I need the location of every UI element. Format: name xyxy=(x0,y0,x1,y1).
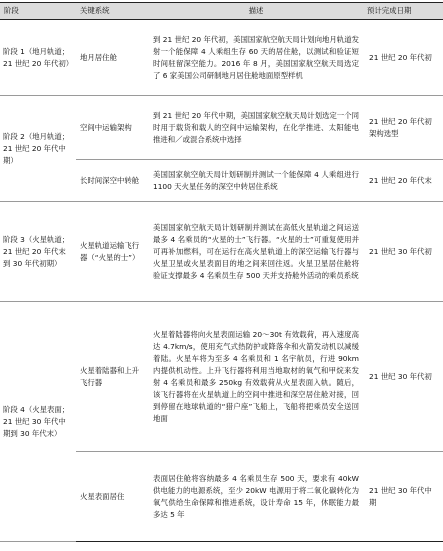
table-row xyxy=(0,202,443,302)
date-cell: 21 世纪 30 年代初 xyxy=(363,202,443,302)
table-row xyxy=(0,302,443,452)
header-system: 关键系统 xyxy=(76,3,149,20)
header-date: 预计完成日期 xyxy=(363,3,443,20)
system-cell: 地月居住舱 xyxy=(76,20,149,96)
stage-cell: 阶段 4（火星表面；21 世纪 30 年代中期到 30 年代末） xyxy=(0,302,76,542)
stage-cell: 阶段 2（地月轨道；21 世纪 20 年代中期） xyxy=(0,96,76,202)
stage-cell: 阶段 3（火星轨道；21 世纪 20 年代末到 30 年代初期） xyxy=(0,202,76,302)
date-cell: 21 世纪 20 年代初架构选型 xyxy=(363,96,443,160)
date-cell: 21 世纪 20 年代末 xyxy=(363,160,443,202)
stage-cell: 阶段 1（地月轨道；21 世纪 20 年代初） xyxy=(0,20,76,96)
description-cell: 到 21 世纪 20 年代中期，美国国家航空航天局计划选定一个同时用于载货和载人的空间中运输架构，在化学推进、太阳能电推进和／或混合系统中选择 xyxy=(149,96,363,160)
description-cell: 表面居住舱将容纳最多 4 名乘员生存 500 天，要求有 40kW 供电能力的电源系统，至少 20kW 电源用于将二氧化碳转化为氧气供给生命保障和推进系统，设计寿命 15 年，休眠能力最多达 5 年 xyxy=(149,452,363,542)
description-cell: 火星着陆器将向火星表面运输 20～30t 有效载荷，再入速度高达 4.7km/s，使用充气式热防护或降落伞和火箭发动机以减缓着陆。火星车将为至多 4 名乘员和 1 名宇航员，行进 90km 内提供机动性。上升飞行器将利用当地取材的氧气和甲烷来发射 4 名乘员和最多 250kg 有效载荷从火星表面入轨。随后，该飞行器将在火星轨道上的空间中推进和深空居住舱对接，回到停留在地球轨道的“猎户座”飞船上，飞船将把乘员安全送回地面 xyxy=(149,302,363,452)
description-cell: 美国国家航空航天局计划研制并测试一个能保障 4 人乘组进行 1100 天火星任务的深空中转居住系统 xyxy=(149,160,363,202)
mars-plan-table xyxy=(0,2,443,542)
description-cell: 美国国家航空航天局计划研制并测试在高低火星轨道之间运送最多 4 名乘员的“火星的士”飞行器。“火星的士”可重复使用并可再补加燃料，可在运行在高火星轨道上的深空运输飞行器与火星卫星或火星表面目的地之间来回往返。火星卫星居住舱将验证支撑最多 4 名乘员生存 500 天并支持舱外活动的乘员系统 xyxy=(149,202,363,302)
date-cell: 21 世纪 20 年代初 xyxy=(363,20,443,96)
table-row xyxy=(0,96,443,160)
system-cell: 空间中运输架构 xyxy=(76,96,149,160)
table-header-row xyxy=(0,3,443,20)
header-stage: 阶段 xyxy=(0,3,76,20)
header-description: 描述 xyxy=(149,3,363,20)
description-cell: 到 21 世纪 20 年代初，美国国家航空航天局计划向地月轨道发射一个能保障 4 人乘组生存 60 天的居住舱，以测试和验证短时间驻留深空能力。2016 年 8 月，美国国家航空航天局选定了 6 家美国公司研制地月居住舱地面原型样机 xyxy=(149,20,363,96)
system-cell: 火星表面居住 xyxy=(76,452,149,542)
system-cell: 火星轨道运输飞行器（“火星的士”） xyxy=(76,202,149,302)
table-row xyxy=(0,20,443,96)
system-cell: 长时间深空中转舱 xyxy=(76,160,149,202)
date-cell: 21 世纪 30 年代初 xyxy=(363,302,443,452)
date-cell: 21 世纪 30 年代中期 xyxy=(363,452,443,542)
system-cell: 火星着陆器和上升飞行器 xyxy=(76,302,149,452)
